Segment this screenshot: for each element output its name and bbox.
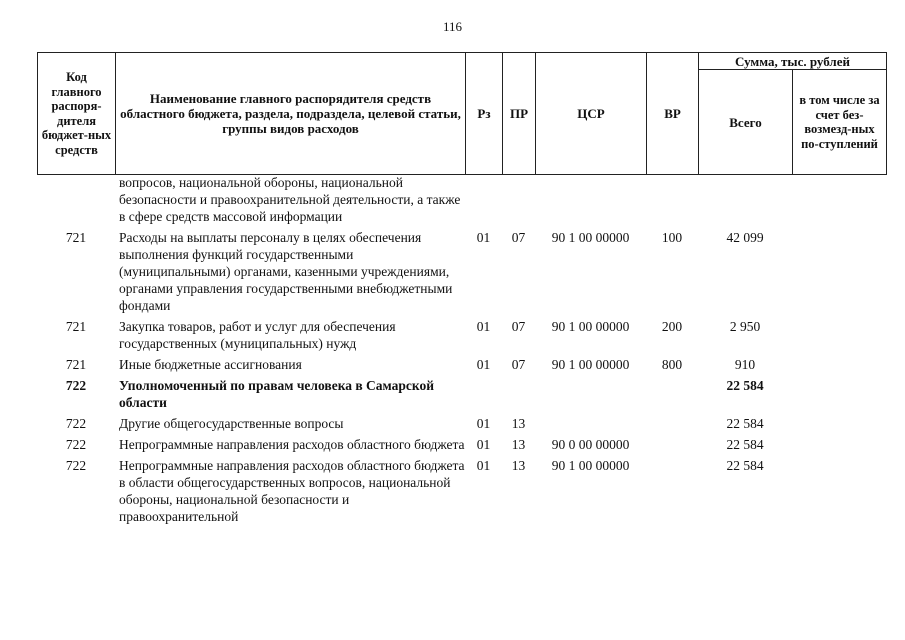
row-total: 22 584 xyxy=(726,437,764,452)
row-pr xyxy=(502,375,535,413)
row-csr: 90 0 00 00000 xyxy=(551,437,630,452)
header-pr: ПР xyxy=(503,53,536,175)
row-incl xyxy=(792,413,886,434)
row-csr: 90 1 00 00000 xyxy=(551,319,630,334)
row-rz: 01 xyxy=(476,319,491,334)
table-body xyxy=(37,174,886,527)
table-row xyxy=(37,316,886,354)
row-code: 721 xyxy=(65,357,87,372)
row-incl xyxy=(792,174,886,227)
row-name: Непрограммные направления расходов областного бюджета в области общегосударственных вопросов, национальной обороны, национальной безопасности и правоохранительной xyxy=(119,458,465,524)
row-name: Иные бюджетные ассигнования xyxy=(119,357,302,372)
row-pr: 13 xyxy=(511,416,526,431)
table-row xyxy=(37,375,886,413)
page-number: 116 xyxy=(442,19,463,34)
header-vr: ВР xyxy=(647,53,699,175)
row-rz: 01 xyxy=(476,230,491,245)
header-name: Наименование главного распорядителя средств областного бюджета, раздела, подраздела, целевой статьи, группы видов расходов xyxy=(116,53,466,175)
row-incl xyxy=(792,434,886,455)
row-pr: 07 xyxy=(511,319,526,334)
header-incl-free: в том числе за счет без-возмезд-ных по-ступлений xyxy=(793,70,887,175)
row-code: 722 xyxy=(65,416,87,431)
row-pr: 13 xyxy=(511,437,526,452)
table-row xyxy=(37,455,886,527)
row-total: 22 584 xyxy=(726,378,764,393)
row-vr xyxy=(646,434,698,455)
table-row xyxy=(37,227,886,316)
row-rz: 01 xyxy=(476,416,491,431)
header-total: Всего xyxy=(699,70,793,175)
row-code: 722 xyxy=(65,378,87,393)
row-code: 722 xyxy=(65,437,87,452)
row-name: Уполномоченный по правам человека в Самарской области xyxy=(119,378,435,410)
row-pr: 07 xyxy=(511,357,526,372)
row-total: 22 584 xyxy=(726,416,764,431)
row-pr: 13 xyxy=(511,458,526,473)
row-csr: 90 1 00 00000 xyxy=(551,357,630,372)
row-name: Расходы на выплаты персоналу в целях обеспечения выполнения функций государственными (муниципальными) органами, казенными учреждениями, органами управления государственными внебюджетными фондами xyxy=(119,230,453,313)
row-vr: 100 xyxy=(661,230,683,245)
row-rz xyxy=(465,174,502,227)
row-name: Другие общегосударственные вопросы xyxy=(119,416,344,431)
row-rz: 01 xyxy=(476,458,491,473)
row-name: Закупка товаров, работ и услуг для обеспечения государственных (муниципальных) нужд xyxy=(119,319,396,351)
row-total: 2 950 xyxy=(729,319,761,334)
row-rz: 01 xyxy=(476,437,491,452)
header-rz: Рз xyxy=(466,53,503,175)
row-vr xyxy=(646,455,698,527)
row-csr xyxy=(535,174,646,227)
row-total: 42 099 xyxy=(726,230,764,245)
row-csr: 90 1 00 00000 xyxy=(551,458,630,473)
row-csr xyxy=(535,413,646,434)
row-incl xyxy=(792,227,886,316)
row-vr xyxy=(646,174,698,227)
row-code: 722 xyxy=(65,458,87,473)
row-pr: 07 xyxy=(511,230,526,245)
table-row xyxy=(37,174,886,227)
row-vr: 200 xyxy=(661,319,683,334)
row-name: Непрограммные направления расходов областного бюджета xyxy=(119,437,465,452)
row-incl xyxy=(792,375,886,413)
row-total xyxy=(698,174,792,227)
row-csr: 90 1 00 00000 xyxy=(551,230,630,245)
table-header xyxy=(37,52,887,175)
row-code: 721 xyxy=(65,230,87,245)
row-code: 721 xyxy=(65,319,87,334)
table-row xyxy=(37,354,886,375)
row-code xyxy=(37,174,115,227)
row-total: 22 584 xyxy=(726,458,764,473)
table-row xyxy=(37,413,886,434)
header-csr: ЦСР xyxy=(536,53,647,175)
row-rz: 01 xyxy=(476,357,491,372)
row-vr xyxy=(646,375,698,413)
row-vr xyxy=(646,413,698,434)
row-total: 910 xyxy=(734,357,756,372)
table-row xyxy=(37,434,886,455)
header-code: Код главного распоря-дителя бюджет-ных средств xyxy=(38,53,116,175)
row-incl xyxy=(792,354,886,375)
row-name: вопросов, национальной обороны, национальной безопасности и правоохранительной деятельности, а также в сфере средств массовой информации xyxy=(119,175,461,224)
header-sum-group: Сумма, тыс. рублей xyxy=(699,53,887,70)
row-rz xyxy=(465,375,502,413)
row-csr xyxy=(535,375,646,413)
row-vr: 800 xyxy=(661,357,683,372)
row-pr xyxy=(502,174,535,227)
row-incl xyxy=(792,316,886,354)
row-incl xyxy=(792,455,886,527)
